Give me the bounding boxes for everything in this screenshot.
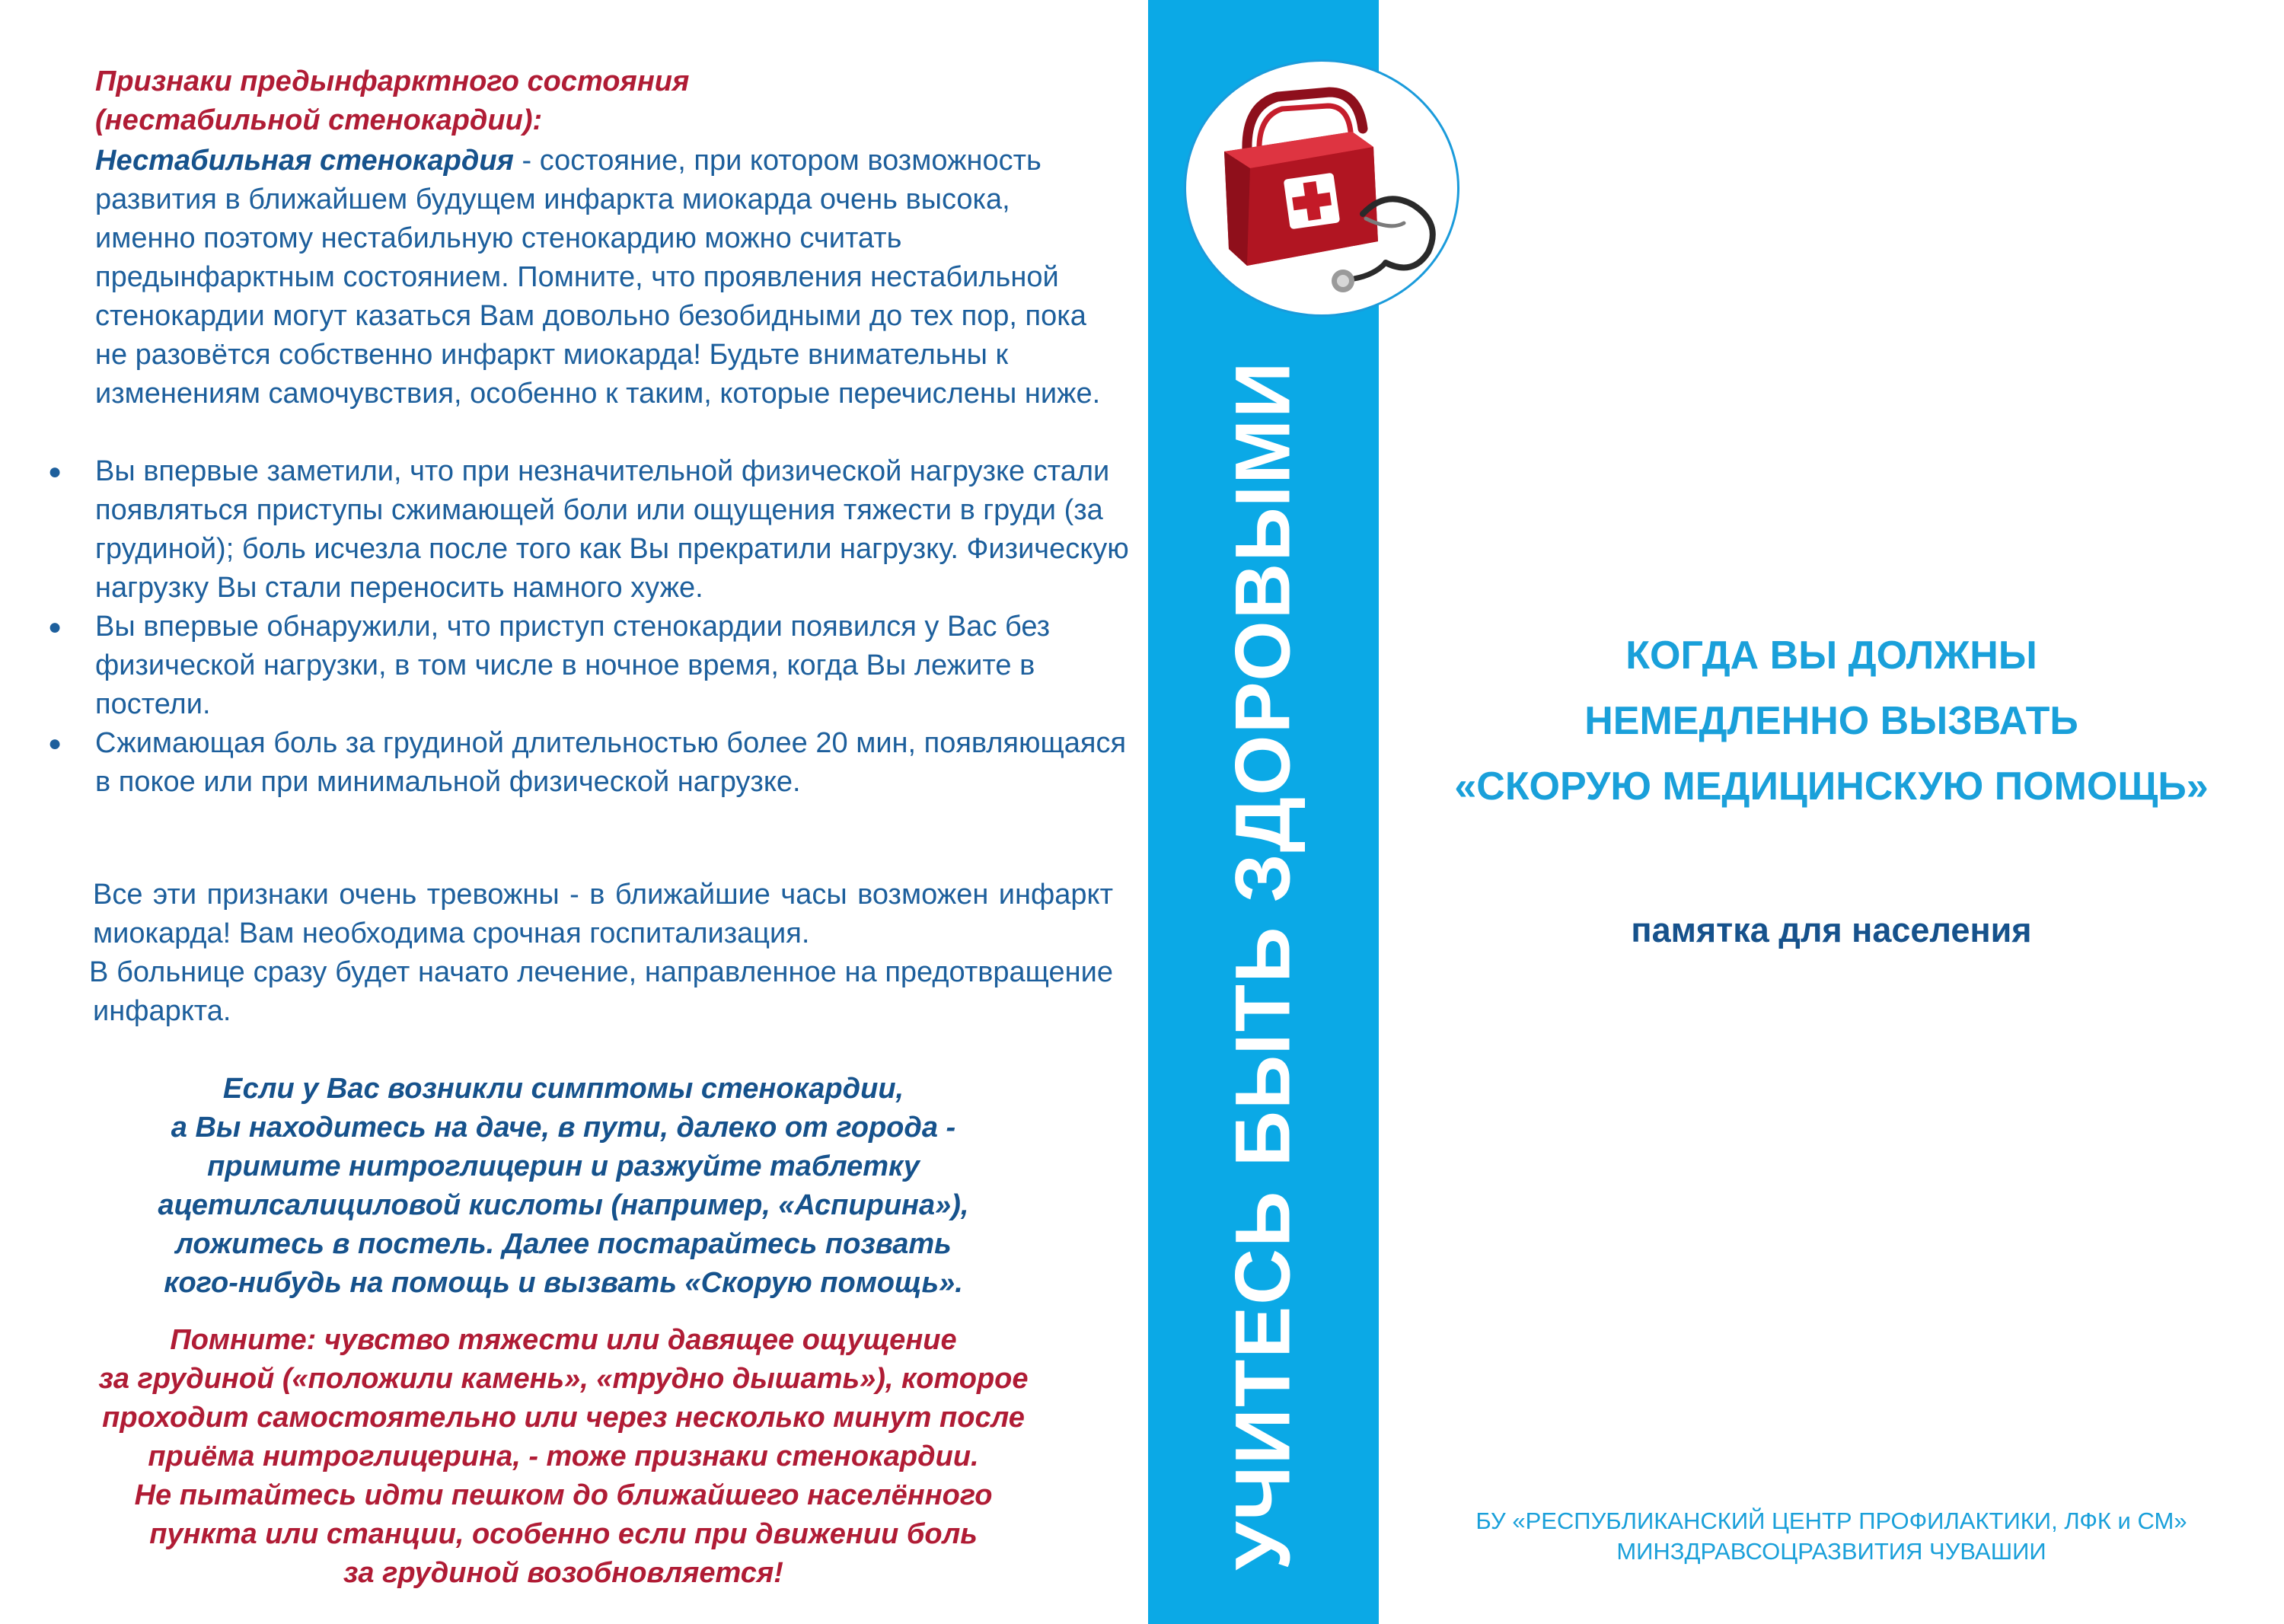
image-ellipse — [1184, 59, 1459, 317]
symptom-list — [48, 452, 1131, 802]
first-aid-kit-icon — [1186, 62, 1459, 317]
treatment-paragraph: В больнице сразу будет начато лечение, направленное на предотвращение инфаркта. — [89, 956, 1113, 1027]
list-item — [48, 724, 1131, 802]
warning-block — [89, 876, 1113, 1031]
bullet-icon: ● — [48, 731, 62, 756]
intro-text: - состояние, при котором возможность развития в ближайшем будущем инфаркта миокарда очень высока, именно поэтому нестабильную стенокардию можно считать предынфарктным состоянием. Помните, что проявления нестабильной стенокардии могут казаться Вам довольно безобидными до тех пор, пока не разовётся собственно инфаркт миокарда! Будьте внимательны к изменениям самочувствия, особенно к таким, которые перечислены ниже. — [95, 145, 1101, 410]
organization-name: БУ «РЕСПУБЛИКАНСКИЙ ЦЕНТР ПРОФИЛАКТИКИ, ЛФК и СМ» МИНЗДРАВСОЦРАЗВИТИЯ ЧУВАШИИ — [1475, 1508, 2187, 1565]
remember-block: Помните: чувство тяжести или давящее ощущение за грудиной («положили камень», «трудно дышать»), которое проходит самостоятельно или через несколько минут после приёма нитроглицерина, - тоже признаки стенокардии. Не пытайтесь идти пешком до ближайшего населённого пункта или станции, особенно если при движении боль за грудиной возобновляется! — [98, 1324, 1029, 1589]
advice-block: Если у Вас возникли симптомы стенокардии, а Вы находитесь на даче, в пути, далеко от города - примите нитроглицерин и разжуйте таблетку ацетилсалициловой кислоты (например, «Аспирина»), ложитесь в постель. Далее постарайтесь позвать кого-нибудь на помощь и вызвать «Скорую помощь». — [158, 1073, 969, 1299]
list-item-text: Сжимающая боль за грудиной длительностью более 20 мин, появляющаяся в покое или при минимальной физической нагрузке. — [95, 727, 1127, 798]
section-heading: Признаки предынфарктного состояния (нестабильной стенокардии): — [95, 65, 690, 136]
warning-paragraph: Все эти признаки очень тревожны - в ближайшие часы возможен инфаркт миокарда! Вам необходима срочная госпитализация. — [93, 879, 1113, 949]
list-item — [48, 608, 1131, 724]
intro-paragraph — [95, 142, 1115, 413]
bullet-icon: ● — [48, 614, 62, 640]
band-slogan: УЧИТЕСЬ БЫТЬ ЗДОРОВЫМИ — [1219, 360, 1306, 1571]
list-item — [48, 452, 1131, 608]
bullet-icon: ● — [48, 459, 62, 484]
intro-term: Нестабильная стенокардия — [95, 145, 514, 177]
list-item-text: Вы впервые заметили, что при незначительной физической нагрузке стали появляться приступы сжимающей боли или ощущения тяжести в груди (за грудиной); боль исчезла после того как Вы прекратили нагрузку. Физическую нагрузку Вы стали переносить намного хуже. — [95, 455, 1129, 604]
list-item-text: Вы впервые обнаружили, что приступ стенокардии появился у Вас без физической нагрузки, в том числе в ночное время, когда Вы лежите в постели. — [95, 611, 1051, 720]
page-subtitle: памятка для населения — [1631, 911, 2032, 949]
page-title: КОГДА ВЫ ДОЛЖНЫ НЕМЕДЛЕННО ВЫЗВАТЬ «СКОРУЮ МЕДИЦИНСКУЮ ПОМОЩЬ» — [1454, 633, 2209, 809]
